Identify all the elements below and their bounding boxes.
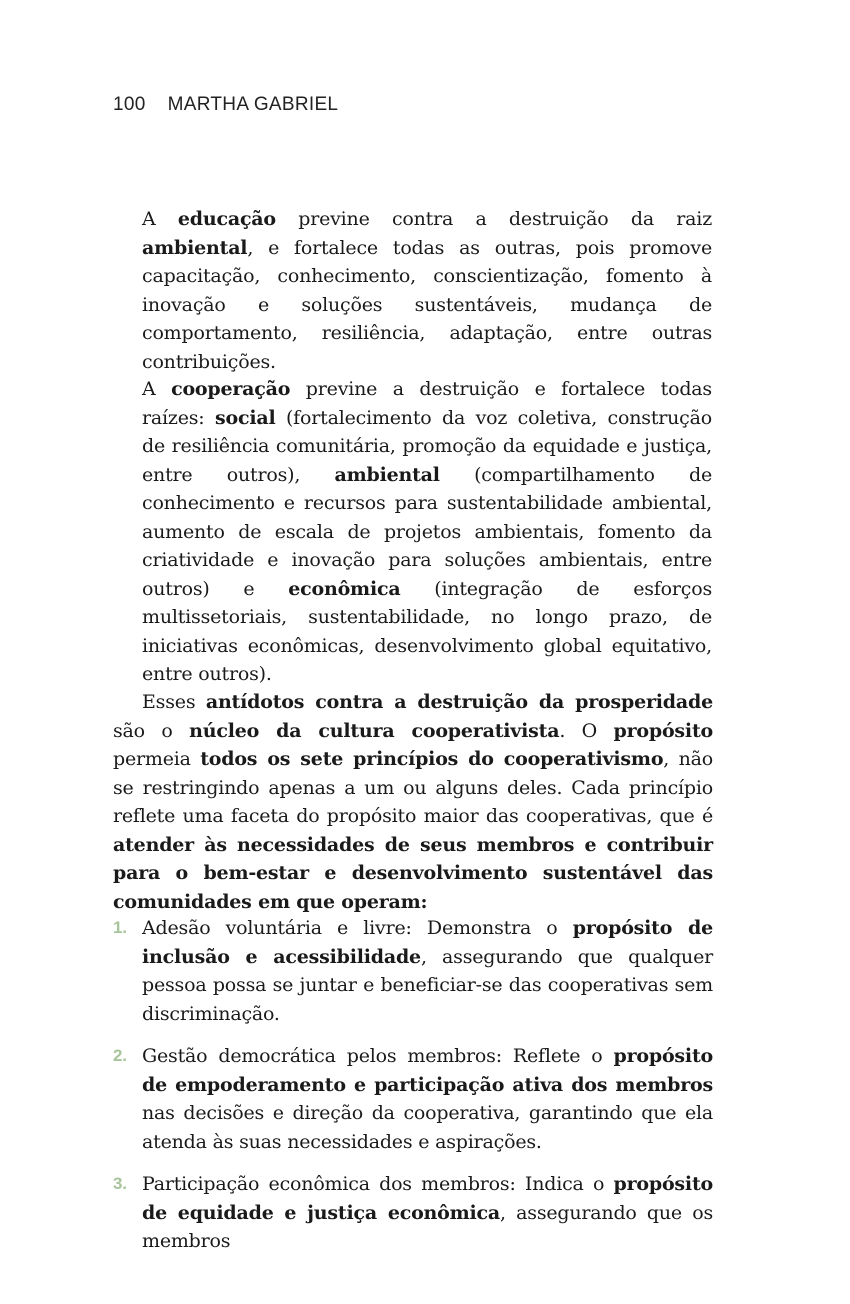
text-run: previne contra a destruição da raiz <box>275 208 712 230</box>
bold-run: cooperação <box>171 378 291 400</box>
text-run: (compartilhamento de conhecimento e recursos para sustentabilidade ambiental, aumento de escala de projetos ambientais, fomento da criatividade e inovação para soluções ambientais, entre outros) e <box>142 463 712 600</box>
text-run: permeia <box>113 748 201 770</box>
bold-run: ambiental <box>334 463 440 486</box>
bold-run: ambiental <box>142 236 248 259</box>
text-run: , assegurando que qualquer pessoa possa se juntar e beneficiar-se das cooperativas sem discriminação. <box>142 945 713 1025</box>
bold-run: propósito de empoderamento e participação ativa dos membros <box>142 1045 713 1096</box>
text-run: Esses <box>142 691 206 713</box>
text-run: Participação econômica dos membros: Indica o <box>142 1173 614 1195</box>
text-run: nas decisões e direção da cooperativa, garantindo que ela atenda às suas necessidades e aspirações. <box>142 1102 713 1153</box>
page-number: 100 <box>113 94 146 115</box>
author-name: MARTHA GABRIEL <box>167 94 339 115</box>
text-run: . O <box>559 719 614 742</box>
bold-run: econômica <box>288 577 401 600</box>
paragraph-antidotes <box>113 688 713 916</box>
text-run: (integração de esforços multissetoriais, sustentabilidade, no longo prazo, de iniciativas econômicas, desenvolvimento global equitativo, entre outros). <box>142 577 712 685</box>
paragraph-education <box>142 205 712 376</box>
list-item <box>113 1042 713 1156</box>
text-run: A <box>142 378 172 400</box>
text-run: , e fortalece todas as outras, pois promove capacitação, conhecimento, conscientização, fomento à inovação e soluções sustentáveis, mudança de comportamento, resiliência, adaptação, entre outras contribuições. <box>142 236 712 373</box>
bold-run: propósito de equidade e justiça econômica <box>142 1173 713 1224</box>
bold-run: propósito <box>613 719 713 742</box>
bold-run: todos os sete princípios do cooperativismo <box>200 748 664 770</box>
text-run: são o <box>113 719 190 742</box>
bold-run: núcleo da cultura cooperativista <box>189 719 560 742</box>
bold-run: propósito de inclusão e acessibilidade <box>142 917 713 968</box>
list-number: 1. <box>113 918 127 937</box>
text-run: Gestão democrática pelos membros: Reflete o <box>142 1045 614 1067</box>
bold-run: antídotos contra a destruição da prosperidade <box>205 691 713 713</box>
text-run: , não se restringindo apenas a um ou alguns deles. Cada princípio reflete uma faceta do propósito maior das cooperativas, que é <box>113 748 713 827</box>
list-item <box>113 1170 713 1256</box>
text-run: (fortalecimento da voz coletiva, construção de resiliência comunitária, promoção da equidade e justiça, entre outros), <box>142 406 712 486</box>
principles-list <box>113 914 713 1270</box>
running-header <box>113 94 338 116</box>
list-number: 2. <box>113 1046 127 1065</box>
paragraph-cooperation <box>142 375 712 689</box>
text-run: , assegurando que os membros <box>142 1201 714 1252</box>
text-run: previne a destruição e fortalece todas raízes: <box>142 378 712 429</box>
text-run: A <box>142 208 178 230</box>
text-run: Adesão voluntária e livre: Demonstra o <box>142 917 573 939</box>
bold-run: atender às necessidades de seus membros e contribuir para o bem-estar e desenvolvimento sustentável das comunidades em que operam: <box>113 833 713 913</box>
list-number: 3. <box>113 1174 127 1193</box>
bold-run: social <box>214 406 276 429</box>
list-item <box>113 914 713 1028</box>
bold-run: educação <box>177 208 276 230</box>
